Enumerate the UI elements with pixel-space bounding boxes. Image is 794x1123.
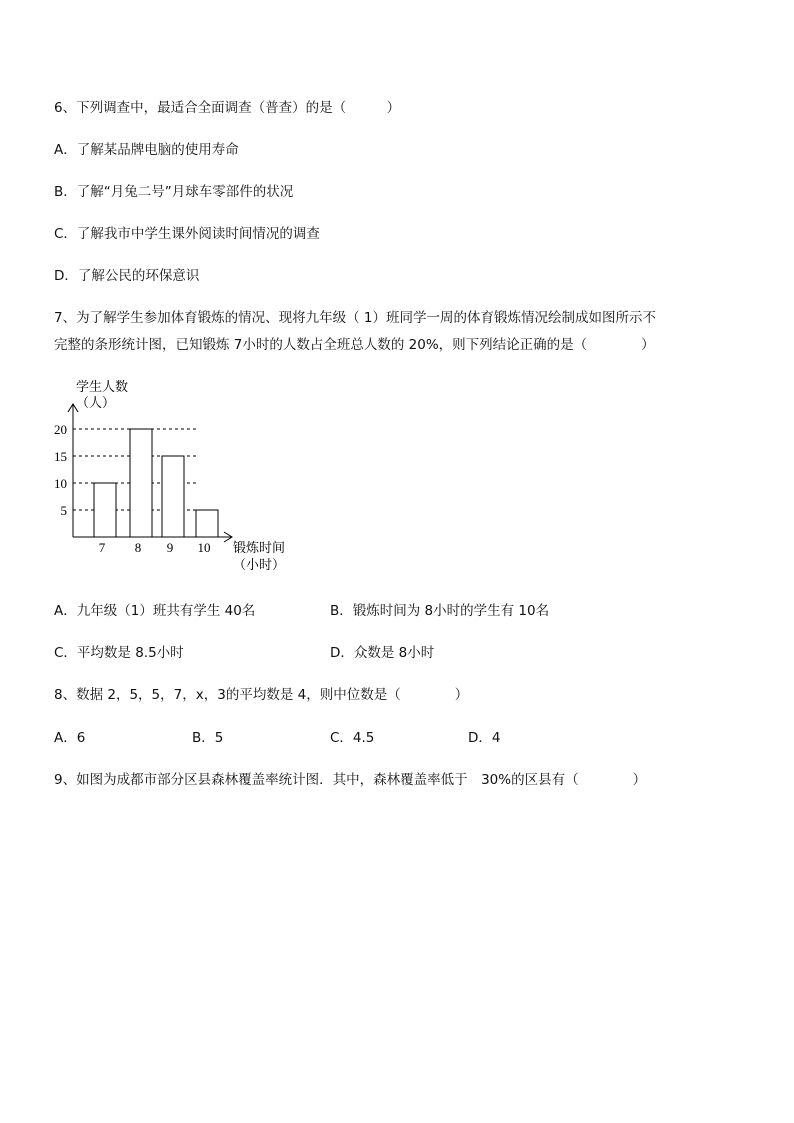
y-tick-label: 5: [60, 503, 67, 518]
x-tick-label: 7: [98, 540, 106, 555]
x-axis-label-line1: 锻炼时间: [233, 540, 286, 555]
q8-option-c: C．4.5: [330, 730, 375, 746]
y-axis-label-line2: （人）: [76, 395, 116, 410]
x-tick-label: 9: [166, 540, 174, 555]
q6-stem: 6、下列调查中，最适合全面调查（普查）的是（ ）: [54, 100, 401, 116]
q7-stem-line1: 7、为了解学生参加体育锻炼的情况、现将九年级（ 1）班同学一周的体育锻炼情况绘制成如图所示不: [54, 310, 656, 326]
q6-option-d: D．了解公民的环保意识: [54, 268, 200, 284]
y-tick-label: 10: [54, 476, 67, 491]
q9-stem: 9、如图为成都市部分区县森林覆盖率统计图．其中，森林覆盖率低于 30%的区县有（ ）: [54, 772, 647, 788]
x-tick-label: 10: [197, 540, 211, 555]
bar-10: [196, 510, 218, 537]
y-axis-label-line1: 学生人数: [76, 379, 129, 394]
x-axis-label-line2: （小时）: [233, 557, 286, 572]
bar-7: [94, 483, 116, 537]
q7-option-d: D．众数是 8小时: [330, 645, 435, 661]
q6-option-c: C．了解我市中学生课外阅读时间情况的调查: [54, 226, 320, 242]
q7-stem-line2: 完整的条形统计图，已知锻炼 7小时的人数占全班总人数的 20%，则下列结论正确的是（ ）: [54, 337, 655, 353]
q7-option-b: B．锻炼时间为 8小时的学生有 10名: [330, 603, 550, 619]
q8-option-d: D．4: [468, 730, 501, 746]
q7-option-c: C．平均数是 8.5小时: [54, 645, 184, 661]
q6-option-a: A．了解某品牌电脑的使用寿命: [54, 142, 239, 158]
q6-option-b: B．了解“月兔二号”月球车零部件的状况: [54, 184, 294, 200]
bar-9: [162, 456, 184, 537]
q8-option-b: B．5: [192, 730, 224, 746]
q8-option-a: A．6: [54, 730, 86, 746]
q7-bar-chart: [46, 378, 306, 578]
bar-8: [130, 429, 152, 537]
q8-stem: 8、数据 2，5，5，7，x，3的平均数是 4，则中位数是（ ）: [54, 687, 469, 703]
y-tick-label: 15: [54, 449, 67, 464]
x-tick-label: 8: [134, 540, 142, 555]
q7-option-a: A．九年级（1）班共有学生 40名: [54, 603, 256, 619]
y-tick-label: 20: [54, 422, 67, 437]
